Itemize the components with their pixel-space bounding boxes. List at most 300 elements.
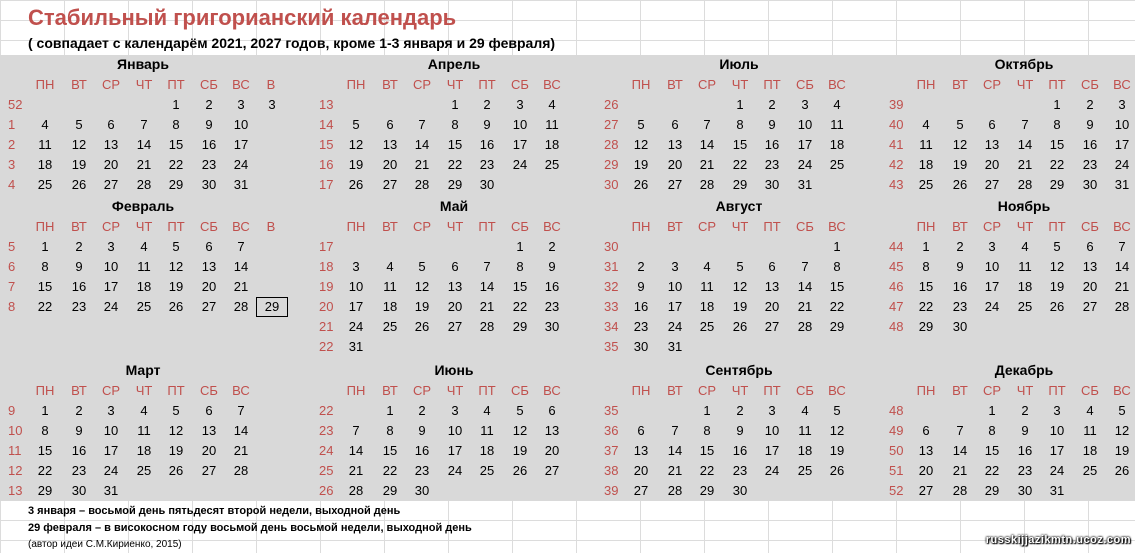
day-cell: 14 xyxy=(952,443,968,458)
weekday-header: ВТ xyxy=(667,77,683,92)
day-cell: 22 xyxy=(829,299,845,314)
day-cell: 29 xyxy=(168,177,184,192)
day-cell: 5 xyxy=(637,117,645,132)
page-subtitle: ( совпадает с календарём 2021, 2027 годов, кроме 1-3 января и 29 февраля) xyxy=(28,35,556,51)
weekday-header: ПТ xyxy=(478,219,496,234)
day-cell: 26 xyxy=(732,319,748,334)
month-block xyxy=(881,197,1135,348)
day-cell: 1 xyxy=(451,97,459,112)
day-cell: 11 xyxy=(1018,259,1032,274)
day-cell: 26 xyxy=(168,299,184,314)
week-number: 7 xyxy=(8,279,16,294)
week-number: 52 xyxy=(889,483,904,498)
day-cell: 30 xyxy=(764,177,780,192)
day-cell: 23 xyxy=(1017,463,1033,478)
day-cell: 8 xyxy=(451,117,459,132)
weekday-header: ВТ xyxy=(952,219,968,234)
week-number: 48 xyxy=(889,403,904,418)
day-cell: 8 xyxy=(172,117,180,132)
day-cell: 4 xyxy=(703,259,711,274)
day-cell: 3 xyxy=(801,97,809,112)
day-cell: 4 xyxy=(833,97,841,112)
weekday-header: ВС xyxy=(543,219,561,234)
day-cell: 28 xyxy=(667,483,683,498)
day-cell: 20 xyxy=(633,463,649,478)
day-cell: 9 xyxy=(768,117,776,132)
day-cell: 12 xyxy=(1114,423,1130,438)
day-cell: 16 xyxy=(479,137,495,152)
day-cell: 28 xyxy=(797,319,813,334)
week-number: 40 xyxy=(889,117,904,132)
week-number: 24 xyxy=(319,443,334,458)
week-number: 20 xyxy=(319,299,334,314)
day-cell: 5 xyxy=(172,403,180,418)
day-cell: 20 xyxy=(764,299,780,314)
day-cell: 18 xyxy=(829,137,845,152)
day-cell: 30 xyxy=(1017,483,1033,498)
weekday-header: ПН xyxy=(35,383,55,398)
day-cell: 5 xyxy=(172,239,180,254)
weekday-header: СР xyxy=(697,219,717,234)
day-cell: 25 xyxy=(136,299,152,314)
day-cell: 18 xyxy=(918,157,934,172)
day-cell: 9 xyxy=(483,117,491,132)
week-number: 26 xyxy=(604,97,619,112)
day-cell: 6 xyxy=(988,117,996,132)
day-cell: 6 xyxy=(205,403,213,418)
day-cell: 10 xyxy=(984,259,1000,274)
weekday-header: ВС xyxy=(828,77,846,92)
day-cell: 4 xyxy=(1021,239,1029,254)
day-cell: 28 xyxy=(136,177,152,192)
weekday-header: ПТ xyxy=(1048,77,1066,92)
day-cell: 3 xyxy=(768,403,776,418)
weekday-header: ВТ xyxy=(667,219,683,234)
day-cell: 18 xyxy=(479,443,495,458)
day-cell: 7 xyxy=(703,117,711,132)
day-cell: 21 xyxy=(699,157,715,172)
day-cell: 13 xyxy=(544,423,560,438)
day-cell: 5 xyxy=(956,117,964,132)
day-cell: 13 xyxy=(918,443,934,458)
day-cell: 31 xyxy=(1114,177,1130,192)
day-cell: 29 xyxy=(699,483,715,498)
day-cell: 12 xyxy=(348,137,364,152)
week-number: 39 xyxy=(889,97,904,112)
day-cell: 27 xyxy=(984,177,1000,192)
day-cell: 22 xyxy=(37,299,53,314)
weekday-header: ЧТ xyxy=(731,77,749,92)
day-cell: 2 xyxy=(736,403,744,418)
day-cell: 6 xyxy=(548,403,556,418)
day-cell: 18 xyxy=(136,279,152,294)
day-cell: 2 xyxy=(418,403,426,418)
weekday-header: СБ xyxy=(200,77,218,92)
week-number: 34 xyxy=(604,319,619,334)
day-cell: 17 xyxy=(764,443,780,458)
weekday-header: ВТ xyxy=(71,77,87,92)
day-cell: 1 xyxy=(736,97,744,112)
day-cell: 1 xyxy=(172,97,180,112)
day-cell: 30 xyxy=(71,483,87,498)
weekday-header: СР xyxy=(982,77,1002,92)
day-cell: 4 xyxy=(801,403,809,418)
day-cell: 9 xyxy=(956,259,964,274)
week-number: 31 xyxy=(604,259,619,274)
day-cell: 31 xyxy=(348,339,364,354)
day-cell: 20 xyxy=(382,157,398,172)
weekday-header: ВС xyxy=(828,219,846,234)
day-cell: 30 xyxy=(201,177,217,192)
week-number: 37 xyxy=(604,443,619,458)
day-cell: 16 xyxy=(732,443,748,458)
day-cell: 5 xyxy=(1118,403,1126,418)
day-cell: 17 xyxy=(233,137,249,152)
day-cell: 13 xyxy=(103,137,119,152)
day-cell: 6 xyxy=(205,239,213,254)
day-cell: 24 xyxy=(348,319,364,334)
week-number: 49 xyxy=(889,423,904,438)
day-cell: 19 xyxy=(71,157,87,172)
weekday-header: СР xyxy=(982,383,1002,398)
day-cell: 4 xyxy=(483,403,491,418)
week-number: 19 xyxy=(319,279,334,294)
day-cell: 22 xyxy=(512,299,528,314)
day-cell: 5 xyxy=(1053,239,1061,254)
day-cell: 30 xyxy=(414,483,430,498)
month-block xyxy=(311,197,594,354)
day-cell: 21 xyxy=(952,463,968,478)
day-cell: 7 xyxy=(352,423,360,438)
day-cell: 25 xyxy=(1082,463,1098,478)
day-cell: 27 xyxy=(764,319,780,334)
week-number: 18 xyxy=(319,259,334,274)
day-cell: 9 xyxy=(75,259,83,274)
day-cell: 22 xyxy=(732,157,748,172)
day-cell: 6 xyxy=(671,117,679,132)
month-block xyxy=(311,361,594,512)
day-cell: 6 xyxy=(451,259,459,274)
day-cell: 13 xyxy=(764,279,780,294)
day-cell: 8 xyxy=(922,259,930,274)
weekday-header: СБ xyxy=(511,219,529,234)
day-cell: 27 xyxy=(447,319,463,334)
day-cell: 18 xyxy=(699,299,715,314)
week-number: 36 xyxy=(604,423,619,438)
day-cell: 2 xyxy=(75,403,83,418)
day-cell: 9 xyxy=(1086,117,1094,132)
day-cell: 7 xyxy=(1118,239,1126,254)
day-cell: 19 xyxy=(732,299,748,314)
day-cell: 18 xyxy=(136,443,152,458)
day-cell: 21 xyxy=(1114,279,1130,294)
day-cell: 14 xyxy=(233,423,249,438)
day-cell: 23 xyxy=(952,299,968,314)
week-number: 26 xyxy=(319,483,334,498)
day-cell: 10 xyxy=(797,117,813,132)
week-number: 42 xyxy=(889,157,904,172)
week-number: 29 xyxy=(604,157,619,172)
day-cell: 27 xyxy=(201,299,217,314)
day-cell: 5 xyxy=(833,403,841,418)
day-cell: 19 xyxy=(1049,279,1065,294)
day-cell: 22 xyxy=(918,299,934,314)
day-cell: 28 xyxy=(414,177,430,192)
day-cell: 15 xyxy=(382,443,398,458)
weekday-header: СР xyxy=(101,219,121,234)
day-cell: 4 xyxy=(386,259,394,274)
day-cell: 30 xyxy=(952,319,968,334)
day-cell: 20 xyxy=(918,463,934,478)
day-cell: 10 xyxy=(103,423,119,438)
weekday-header: ЧТ xyxy=(731,383,749,398)
day-cell: 26 xyxy=(1114,463,1130,478)
day-cell: 2 xyxy=(75,239,83,254)
weekday-header: ПН xyxy=(631,77,651,92)
day-cell: 24 xyxy=(103,463,119,478)
day-cell: 13 xyxy=(633,443,649,458)
day-cell: 22 xyxy=(168,157,184,172)
day-cell: 2 xyxy=(637,259,645,274)
day-cell: 25 xyxy=(479,463,495,478)
day-cell: 11 xyxy=(38,137,52,152)
week-number: 4 xyxy=(8,177,16,192)
weekday-header: ЧТ xyxy=(135,383,153,398)
weekday-header: СБ xyxy=(1081,219,1099,234)
day-cell: 18 xyxy=(1017,279,1033,294)
weekday-header: ЧТ xyxy=(1016,77,1034,92)
day-cell: 23 xyxy=(201,157,217,172)
week-number: 32 xyxy=(604,279,619,294)
week-number: 35 xyxy=(604,339,619,354)
day-cell: 15 xyxy=(732,137,748,152)
day-cell: 17 xyxy=(1049,443,1065,458)
day-cell: 20 xyxy=(667,157,683,172)
weekday-header: ВС xyxy=(543,383,561,398)
day-cell: 9 xyxy=(75,423,83,438)
month-block xyxy=(596,197,879,354)
day-cell: 17 xyxy=(348,299,364,314)
weekday-header: ПН xyxy=(631,383,651,398)
day-cell: 21 xyxy=(233,279,249,294)
day-cell: 12 xyxy=(168,423,184,438)
month-name: Ноябрь xyxy=(997,198,1051,214)
day-cell: 19 xyxy=(348,157,364,172)
week-number: 1 xyxy=(8,117,16,132)
day-cell: 10 xyxy=(233,117,249,132)
month-name: Август xyxy=(715,198,763,214)
day-cell: 29 xyxy=(1049,177,1065,192)
day-cell: 15 xyxy=(37,443,53,458)
day-cell: 30 xyxy=(732,483,748,498)
day-cell: 17 xyxy=(797,137,813,152)
week-number: 23 xyxy=(319,423,334,438)
week-number: 22 xyxy=(319,403,334,418)
day-cell: 21 xyxy=(414,157,430,172)
day-cell: 23 xyxy=(732,463,748,478)
day-cell: 26 xyxy=(633,177,649,192)
day-cell: 13 xyxy=(447,279,463,294)
weekday-header: СР xyxy=(101,383,121,398)
day-cell: 29 xyxy=(512,319,528,334)
week-number: 15 xyxy=(319,137,334,152)
day-cell: 1 xyxy=(41,239,49,254)
day-cell: 29 xyxy=(829,319,845,334)
weekday-header: ПТ xyxy=(167,383,185,398)
day-cell: 6 xyxy=(637,423,645,438)
day-cell: 13 xyxy=(201,259,217,274)
weekday-header: СБ xyxy=(1081,383,1099,398)
weekday-header: ЧТ xyxy=(731,219,749,234)
day-cell: 7 xyxy=(483,259,491,274)
day-cell: 9 xyxy=(548,259,556,274)
day-cell: 10 xyxy=(1049,423,1065,438)
month-name: Октябрь xyxy=(994,56,1054,72)
day-cell: 31 xyxy=(797,177,813,192)
day-cell: 31 xyxy=(667,339,683,354)
weekday-header: ВТ xyxy=(382,77,398,92)
day-cell: 6 xyxy=(768,259,776,274)
day-cell: 31 xyxy=(103,483,119,498)
day-cell: 14 xyxy=(414,137,430,152)
day-cell: 12 xyxy=(168,259,184,274)
day-cell: 11 xyxy=(480,423,494,438)
week-number: 11 xyxy=(8,443,22,458)
day-cell: 11 xyxy=(830,117,844,132)
day-cell: 10 xyxy=(103,259,119,274)
week-number: 50 xyxy=(889,443,904,458)
day-cell: 3 xyxy=(988,239,996,254)
week-number: 28 xyxy=(604,137,619,152)
weekday-header: ВТ xyxy=(952,77,968,92)
day-cell: 7 xyxy=(1021,117,1029,132)
week-number: 27 xyxy=(604,117,619,132)
weekday-header: ВТ xyxy=(382,219,398,234)
day-cell: 12 xyxy=(1049,259,1065,274)
month-block xyxy=(0,55,283,206)
day-cell: 3 xyxy=(1053,403,1061,418)
day-cell: 14 xyxy=(1114,259,1130,274)
day-cell: 16 xyxy=(71,443,87,458)
week-number: 48 xyxy=(889,319,904,334)
day-cell: 25 xyxy=(382,319,398,334)
day-cell: 19 xyxy=(168,279,184,294)
day-cell: 1 xyxy=(922,239,930,254)
day-cell: 17 xyxy=(103,443,119,458)
day-cell: 27 xyxy=(544,463,560,478)
day-cell: 14 xyxy=(479,279,495,294)
day-cell: 30 xyxy=(1082,177,1098,192)
day-cell: 25 xyxy=(918,177,934,192)
week-number: 44 xyxy=(889,239,904,254)
day-cell: 15 xyxy=(699,443,715,458)
day-cell: 3 xyxy=(516,97,524,112)
week-number: 43 xyxy=(889,177,904,192)
day-cell: 10 xyxy=(764,423,780,438)
day-cell: 25 xyxy=(544,157,560,172)
day-cell: 1 xyxy=(386,403,394,418)
weekday-header: ВТ xyxy=(71,383,87,398)
weekday-header: ВТ xyxy=(71,219,87,234)
day-cell: 5 xyxy=(352,117,360,132)
day-cell: 2 xyxy=(956,239,964,254)
day-cell: 23 xyxy=(71,463,87,478)
day-cell: 1 xyxy=(703,403,711,418)
day-cell: 21 xyxy=(348,463,364,478)
day-cell: 23 xyxy=(633,319,649,334)
weekday-header: ПТ xyxy=(478,383,496,398)
day-cell: 24 xyxy=(103,299,119,314)
day-cell: 23 xyxy=(764,157,780,172)
week-number: 25 xyxy=(319,463,334,478)
day-cell: 7 xyxy=(237,403,245,418)
day-cell: 28 xyxy=(233,299,249,314)
day-cell: 18 xyxy=(37,157,53,172)
month-name: Январь xyxy=(117,56,169,72)
weekday-header: ПТ xyxy=(1048,383,1066,398)
weekday-header: ЧТ xyxy=(446,383,464,398)
month-name: Июль xyxy=(719,56,759,72)
note-jan-3: 3 января – восьмой день пятьдесят второй недели, выходной день xyxy=(28,505,401,517)
day-cell: 26 xyxy=(829,463,845,478)
week-number: 17 xyxy=(319,239,334,254)
week-number: 2 xyxy=(8,137,16,152)
day-cell: 12 xyxy=(829,423,845,438)
day-cell: 26 xyxy=(71,177,87,192)
day-cell: 4 xyxy=(1086,403,1094,418)
weekday-header: ЧТ xyxy=(135,77,153,92)
month-block xyxy=(596,55,879,206)
day-cell: 20 xyxy=(201,443,217,458)
day-cell: 28 xyxy=(479,319,495,334)
month-block xyxy=(881,55,1135,206)
day-cell: 5 xyxy=(418,259,426,274)
day-cell: 29 xyxy=(37,483,53,498)
day-cell: 18 xyxy=(797,443,813,458)
day-cell: 13 xyxy=(667,137,683,152)
day-cell: 16 xyxy=(201,137,217,152)
weekday-header: ПН xyxy=(916,77,936,92)
day-cell: 14 xyxy=(348,443,364,458)
weekday-header: ЧТ xyxy=(446,219,464,234)
day-cell: 24 xyxy=(512,157,528,172)
weekday-header: ПТ xyxy=(763,219,781,234)
day-cell: 24 xyxy=(797,157,813,172)
day-cell: 25 xyxy=(1017,299,1033,314)
week-number: 17 xyxy=(319,177,334,192)
weekday-header: ПТ xyxy=(763,383,781,398)
day-cell: 15 xyxy=(447,137,463,152)
weekday-header: ВТ xyxy=(382,383,398,398)
day-cell: 8 xyxy=(833,259,841,274)
day-cell: 5 xyxy=(516,403,524,418)
day-cell: 23 xyxy=(544,299,560,314)
day-cell: 1 xyxy=(833,239,841,254)
day-cell: 28 xyxy=(952,483,968,498)
day-cell: 14 xyxy=(667,443,683,458)
month-name: Март xyxy=(125,362,161,378)
day-cell: 4 xyxy=(922,117,930,132)
day-cell: 30 xyxy=(633,339,649,354)
day-cell: 22 xyxy=(37,463,53,478)
eighth-day-header: В xyxy=(266,77,276,92)
day-cell: 14 xyxy=(699,137,715,152)
day-cell: 16 xyxy=(544,279,560,294)
day-cell: 17 xyxy=(667,299,683,314)
day-cell: 2 xyxy=(768,97,776,112)
day-cell: 8 xyxy=(703,423,711,438)
day-cell: 26 xyxy=(168,463,184,478)
